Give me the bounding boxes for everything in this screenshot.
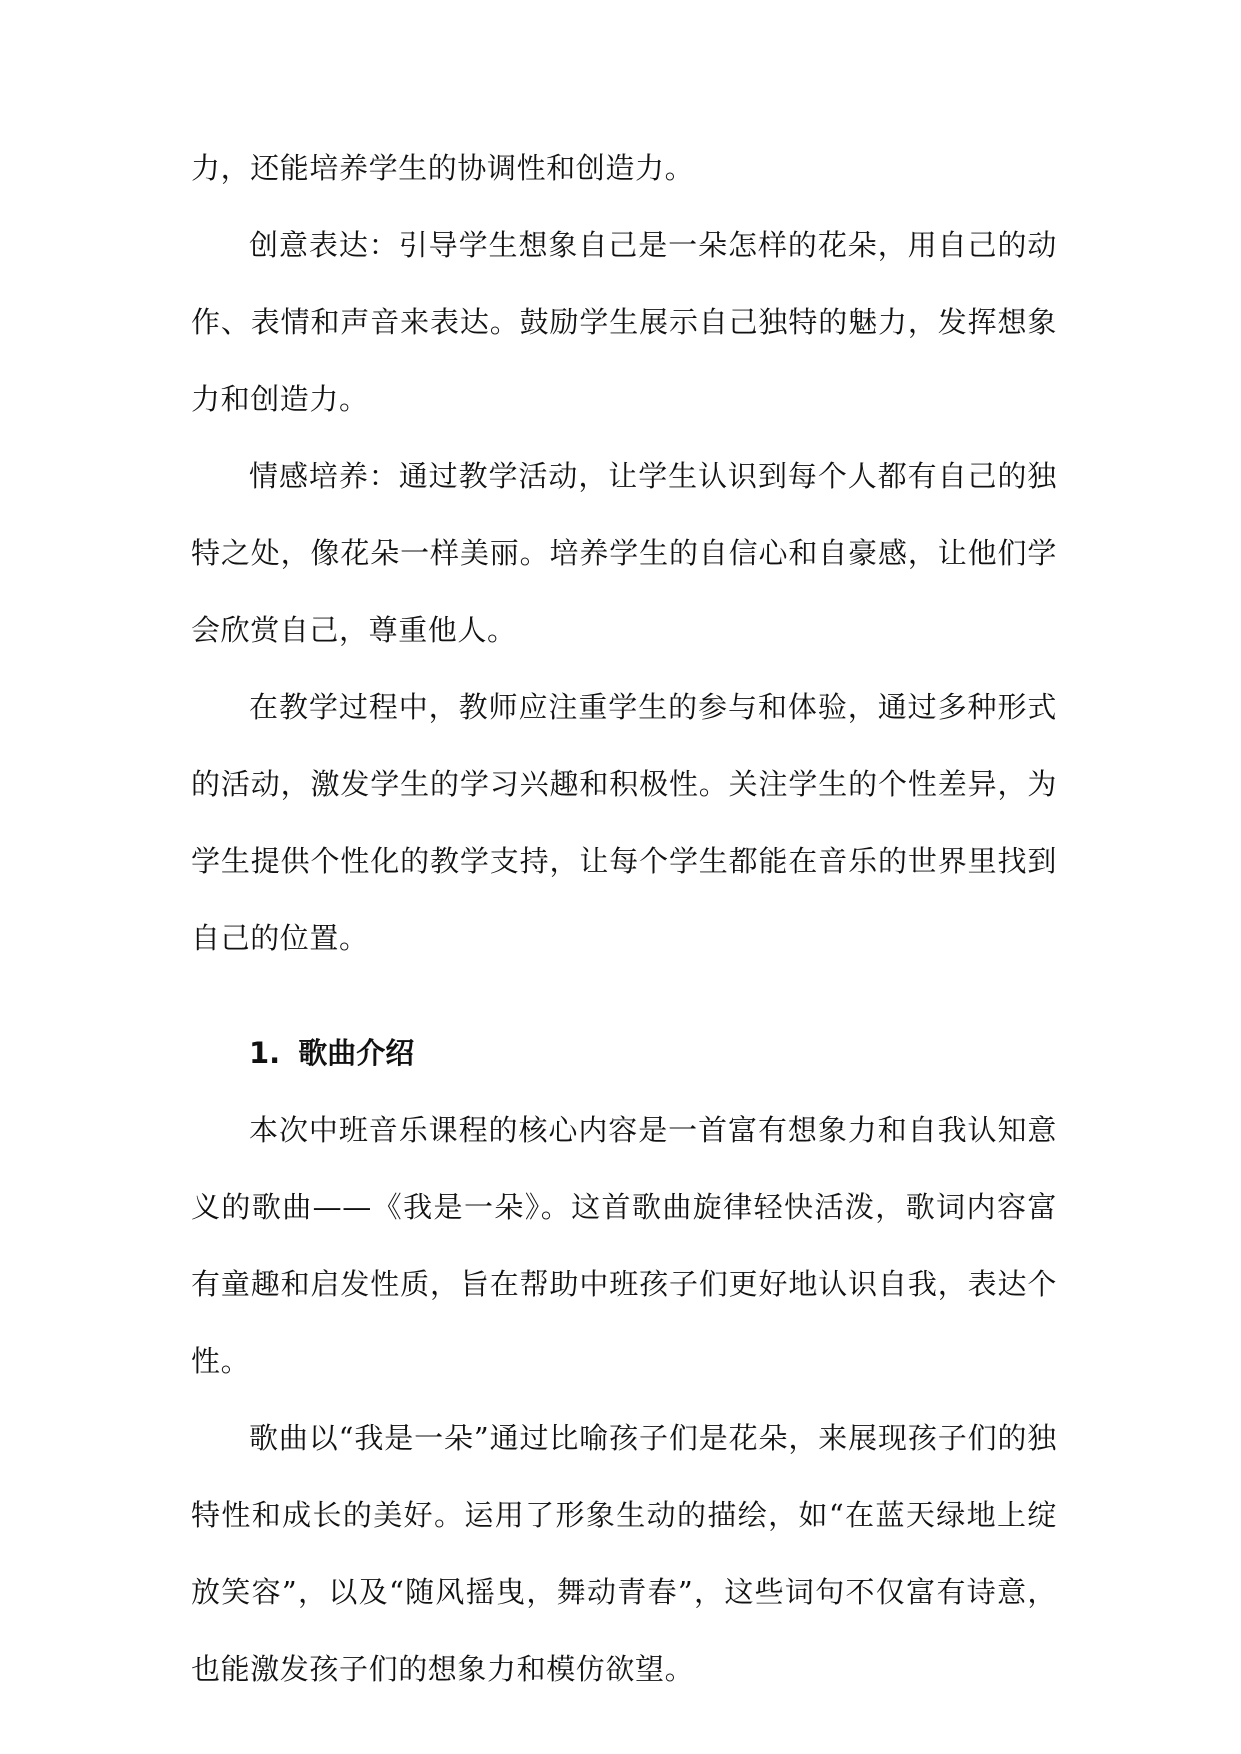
section-title: 歌曲介绍 [298,1036,415,1070]
paragraph-1: 力，还能培养学生的协调性和创造力。 [191,151,695,185]
document-page [191,130,1057,1708]
section-number: 1. [249,1036,281,1070]
section-heading [191,1015,1057,1092]
paragraph-creative-expression: 创意表达：引导学生想象自己是一朵怎样的花朵，用自己的动作、表情和声音来表达。鼓励学生展示自己独特的魅力，发挥想象力和创造力。 [191,228,1057,416]
paragraph-teaching-process: 在教学过程中，教师应注重学生的参与和体验，通过多种形式的活动，激发学生的学习兴趣和积极性。关注学生的个性差异，为学生提供个性化的教学支持，让每个学生都能在音乐的世界里找到自己的位置。 [191,690,1057,955]
paragraph-song-metaphor: 歌曲以“我是一朵”通过比喻孩子们是花朵，来展现孩子们的独特性和成长的美好。运用了形象生动的描绘，如“在蓝天绿地上绽放笑容”，以及“随风摇曳，舞动青春”，这些词句不仅富有诗意，也能激发孩子们的想象力和模仿欲望。 [191,1421,1057,1686]
paragraph-song-intro: 本次中班音乐课程的核心内容是一首富有想象力和自我认知意义的歌曲——《我是一朵》。这首歌曲旋律轻快活泼，歌词内容富有童趣和启发性质，旨在帮助中班孩子们更好地认识自我，表达个性。 [191,1113,1057,1378]
paragraph-emotional-cultivation: 情感培养：通过教学活动，让学生认识到每个人都有自己的独特之处，像花朵一样美丽。培养学生的自信心和自豪感，让他们学会欣赏自己，尊重他人。 [191,459,1057,647]
